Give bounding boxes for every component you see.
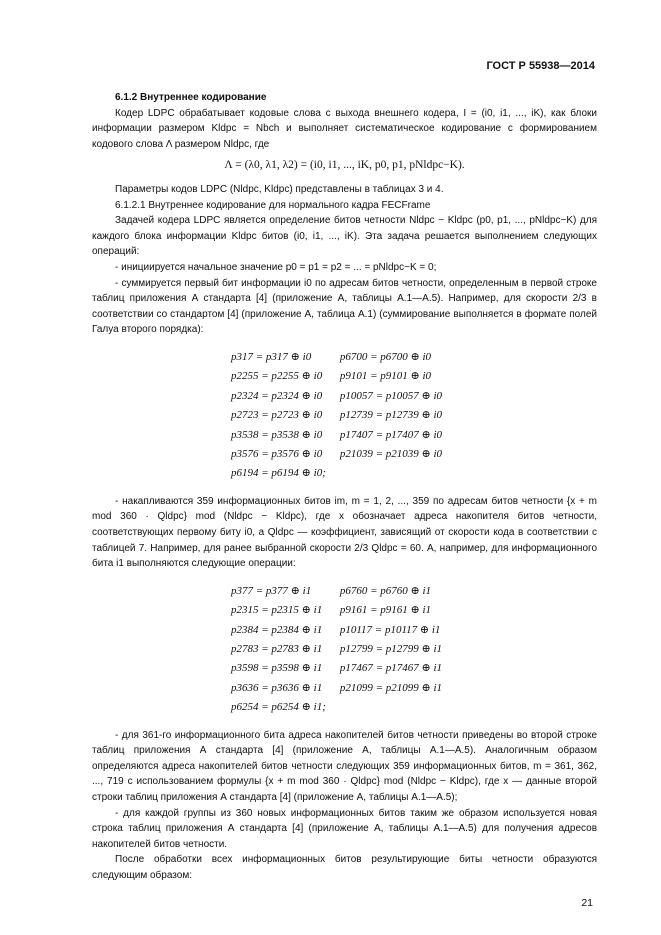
bullet-361: - для 361-го информационного бита адреса накопителей битов четности приведены во второй строке таблиц приложения А стандарта [4] (приложение А, таблицы А.1—А.5). Аналогичным образом определяются адреса накопителей битов четности следующих 359 информационных битов, m = 361, 362, ..., 719 с использованием формулы {x + m mod 360 · Qldpc} mod (Nldpc − Kldpc), где x — данные второй строки таблиц приложения А стандарта [4] (приложение А, таблицы А.1—А.5);: [92, 729, 597, 803]
equation-cell: p2324 = p2324 ⊕ i0: [231, 389, 323, 402]
paragraph-intro: Кодер LDPC обрабатывает кодовые слова с выхода внешнего кодера, I = (i0, i1, ..., iK), как блоки информации размером Kldpc = Nbch и выполняет систематическое кодирование с формированием кодового слова Λ размером Nldpc, где: [92, 107, 597, 150]
equation-row: [231, 406, 456, 425]
equation-cell: p10117 = p10117 ⊕ i1: [339, 623, 441, 636]
equation-cell: p317 = p317 ⊕ i0: [231, 350, 312, 363]
equation-row: [231, 387, 456, 406]
bullet-accumulate: - накапливаются 359 информационных битов im, m = 1, 2, ..., 359 по адресам битов четности {x + m mod 360 · Qldpc} mod (Nldpc − Kldpc), где x обозначает адреса накопителя битов четности, соответствующих первому биту i0, а Qldpc — коэффициент, зависящий от скорости кода в соответствии с таблицей 7. Например, для ранее выбранной скорости 2/3 Qldpc = 60. А, например, для информационного бита i1 выполняются следующие операции:: [92, 495, 597, 570]
equation-row: [231, 464, 456, 483]
page-body: [92, 90, 597, 884]
equation-cell: p2723 = p2723 ⊕ i0: [231, 409, 323, 422]
equation-cell: p12739 = p12739 ⊕ i0: [339, 409, 443, 422]
equation-cell: [340, 698, 456, 717]
equation-cell: p12799 = p12799 ⊕ i1: [339, 642, 443, 655]
equation-cell: p2384 = p2384 ⊕ i1: [231, 623, 323, 636]
equation-block-2: [231, 582, 597, 718]
equation-cell: p2783 = p2783 ⊕ i1: [231, 642, 323, 655]
equation-cell: p9161 = p9161 ⊕ i1: [339, 604, 432, 617]
equation-cell: p377 = p377 ⊕ i1: [231, 584, 312, 597]
equation-row: [231, 679, 456, 698]
equation-row: [231, 698, 456, 717]
equation-cell: p17407 = p17407 ⊕ i0: [339, 428, 443, 441]
equation-table-2: [231, 582, 456, 718]
equation-cell: p3636 = p3636 ⊕ i1: [231, 681, 323, 694]
equation-cell: p6760 = p6760 ⊕ i1: [339, 584, 432, 597]
paragraph-final: После обработки всех информационных битов результирующие биты четности образуются следующим образом:: [92, 854, 597, 881]
paragraph-params: Параметры кодов LDPC (Nldpc, Kldpc) представлены в таблицах 3 и 4.: [115, 183, 444, 195]
equation-row: [231, 659, 456, 678]
equation-row: [231, 582, 456, 601]
main-formula: Λ = (λ0, λ1, λ2) = (i0, i1, ..., iK, p0, p1, pNldpc−K).: [224, 159, 465, 172]
equation-cell: p17467 = p17467 ⊕ i1: [339, 662, 443, 675]
equation-cell: p3576 = p3576 ⊕ i0: [231, 447, 323, 460]
equation-cell: p3538 = p3538 ⊕ i0: [231, 428, 323, 441]
equation-cell: p6254 = p6254 ⊕ i1;: [231, 701, 326, 714]
page-number: 21: [581, 897, 593, 909]
bullet-init: - инициируется начальное значение p0 = p1 = p2 = ... = pNldpc−K = 0;: [115, 261, 437, 273]
equation-cell: [340, 464, 456, 483]
equation-cell: p6194 = p6194 ⊕ i0;: [231, 467, 326, 480]
paragraph-task: Задачей кодера LDPC является определение битов четности Nldpc − Kldpc (p0, p1, ..., pNldpc−K) для каждого блока информации Kldpc битов (i0, i1, ..., iK). Эта задача решается выполнением следующих операций:: [92, 215, 597, 258]
equation-block-1: [231, 348, 597, 484]
equation-row: [231, 367, 456, 386]
equation-row: [231, 348, 456, 367]
equation-cell: p2315 = p2315 ⊕ i1: [231, 604, 323, 617]
equation-cell: p9101 = p9101 ⊕ i0: [339, 370, 432, 383]
equation-table-1: [231, 348, 456, 484]
equation-row: [231, 445, 456, 464]
equation-cell: p21039 = p21039 ⊕ i0: [339, 447, 443, 460]
document-header: ГОСТ Р 55938—2014: [486, 60, 595, 72]
equation-cell: p21099 = p21099 ⊕ i1: [339, 681, 443, 694]
subsection-title: 6.1.2.1 Внутреннее кодирование для нормального кадра FECFrame: [115, 199, 431, 211]
bullet-groups: - для каждой группы из 360 новых информационных битов таким же образом используется новая строка таблиц приложения А стандарта [4] (приложение А, таблицы А.1—А.5) для получения адресов накопителей битов четности.: [92, 807, 597, 850]
equation-cell: p6700 = p6700 ⊕ i0: [339, 350, 432, 363]
equation-cell: p2255 = p2255 ⊕ i0: [231, 370, 323, 383]
equation-row: [231, 426, 456, 445]
equation-row: [231, 621, 456, 640]
equation-cell: p10057 = p10057 ⊕ i0: [339, 389, 443, 402]
equation-row: [231, 601, 456, 620]
section-title: 6.1.2 Внутреннее кодирование: [115, 92, 267, 103]
equation-cell: p3598 = p3598 ⊕ i1: [231, 662, 323, 675]
equation-row: [231, 640, 456, 659]
bullet-sum-first: - суммируется первый бит информации i0 по адресам битов четности, определенным в первой строке таблиц приложения А стандарта [4] (приложение А, таблицы А.1—А.5). Например, для скорости 2/3 в соответствии со стандартом [4] (приложение А, таблица А.1) (суммирование выполняется в формате полей Галуа второго порядка):: [92, 277, 597, 336]
